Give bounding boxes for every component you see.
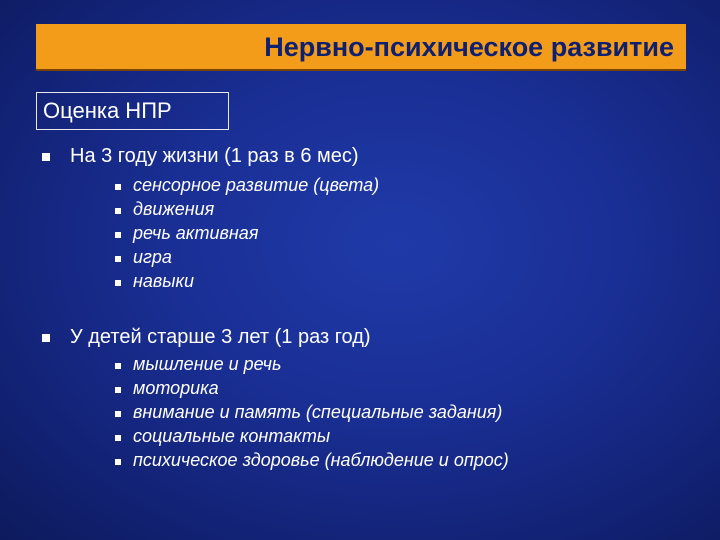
bullet-square-icon xyxy=(115,256,121,262)
section-heading-1: На 3 году жизни (1 раз в 6 мес) xyxy=(70,145,359,167)
list-item: психическое здоровье (наблюдение и опрос) xyxy=(133,450,509,470)
list-item: движения xyxy=(133,199,215,219)
title-bar xyxy=(36,24,686,71)
bullet-square-icon xyxy=(115,459,121,465)
bullet-square-icon xyxy=(115,280,121,286)
bullet-square-icon xyxy=(42,153,50,161)
bullet-square-icon xyxy=(115,232,121,238)
bullet-square-icon xyxy=(115,435,121,441)
section-heading-2: У детей старше 3 лет (1 раз год) xyxy=(70,326,371,348)
bullet-square-icon xyxy=(115,387,121,393)
list-item: социальные контакты xyxy=(133,426,331,446)
bullet-square-icon xyxy=(115,411,121,417)
list-item: игра xyxy=(133,247,172,267)
bullet-square-icon xyxy=(115,363,121,369)
bullet-square-icon xyxy=(115,208,121,214)
slide-title: Нервно-психическое развитие xyxy=(264,32,674,62)
list-item: навыки xyxy=(133,271,195,291)
bullet-square-icon xyxy=(115,184,121,190)
list-item: внимание и память (специальные задания) xyxy=(133,402,503,422)
list-item: моторика xyxy=(133,378,219,398)
list-item: мышление и речь xyxy=(133,354,282,374)
list-item: речь активная xyxy=(133,223,259,243)
list-item: сенсорное развитие (цвета) xyxy=(133,175,380,195)
bullet-square-icon xyxy=(42,334,50,342)
subtitle-box xyxy=(36,92,229,130)
slide-subtitle: Оценка НПР xyxy=(43,98,172,123)
